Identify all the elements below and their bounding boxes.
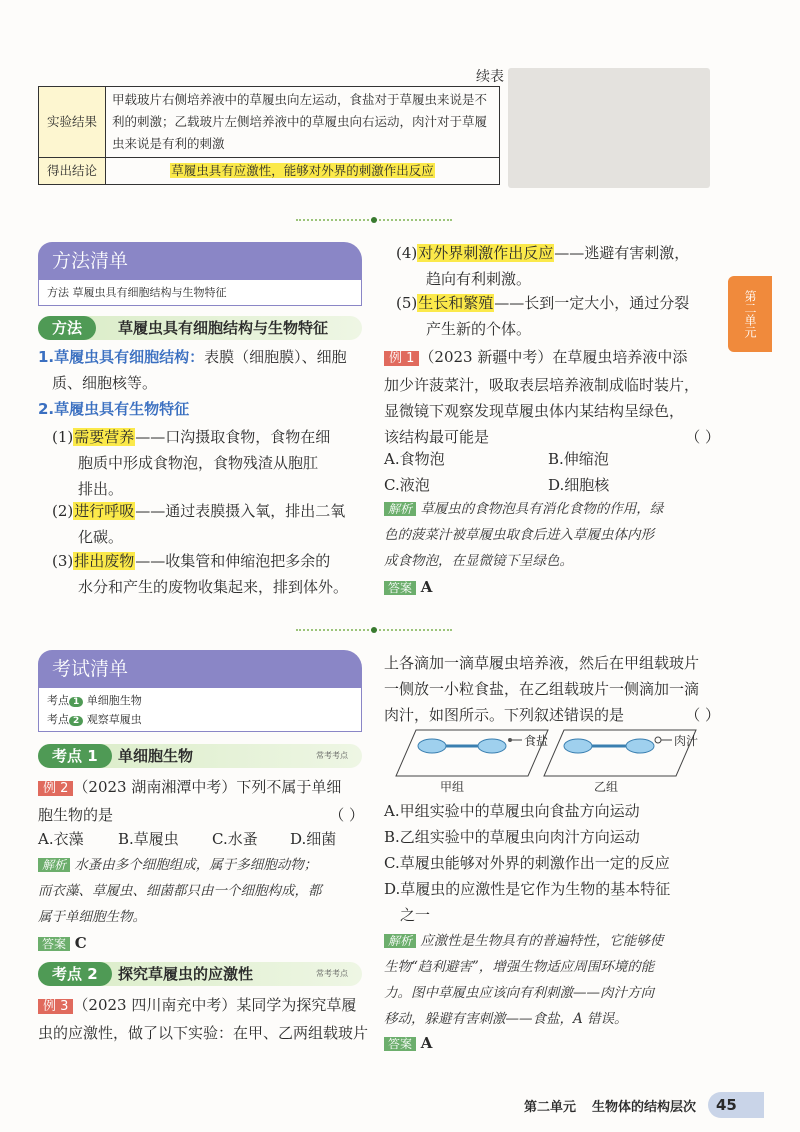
option-d-cont: 之一 [400, 906, 431, 924]
table-head-result: 实验结果 [39, 87, 106, 158]
example-3-line: 虫的应激性，做了以下实验：在甲、乙两组载玻片 [38, 1024, 369, 1042]
trait-text: 胞质中形成食物泡，食物残渣从胞肛 [78, 454, 319, 472]
exam-tag-label: 考点 2 [38, 962, 112, 986]
method-tag-label: 方法 [38, 316, 96, 340]
divider-dot [371, 217, 377, 223]
example-3-line: 上各滴加一滴草履虫培养液，然后在甲组载玻片 [384, 654, 700, 672]
option-b: B.草履虫 [118, 830, 179, 848]
group-a-label: 甲组 [440, 780, 465, 794]
point-1-head: 1.草履虫具有细胞结构： [38, 348, 205, 366]
option-c: C.水蚤 [212, 830, 258, 848]
option-b: B.乙组实验中的草履虫向肉汁方向运动 [384, 828, 640, 846]
exam-banner: 考试清单 [38, 650, 362, 688]
salt-grain [508, 738, 512, 742]
exam-tag-small: 常考考点 [316, 751, 348, 760]
example-3-tag: 例 3 [38, 999, 73, 1014]
exam-tag-label: 考点 1 [38, 744, 112, 768]
trait-item-5 [396, 290, 726, 342]
example-3-right [384, 650, 724, 728]
answer-value: C [74, 934, 87, 952]
explain-line: 草履虫的食物泡具有消化食物的作用，绿 [420, 501, 664, 517]
method-tag-title: 草履虫具有细胞结构与生物特征 [118, 319, 329, 337]
example-2-line: 胞生物的是 [38, 806, 114, 824]
example-3-line: 肉汁，如图所示。下列叙述错误的是 [384, 706, 625, 724]
answer-paren: （ ） [685, 706, 720, 724]
explain-tag: 解析 [38, 858, 70, 872]
explain-line: 水蚤由多个细胞组成，属于多细胞动物； [74, 857, 318, 873]
explain-line: 色的菠菜汁被草履虫取食后进入草履虫体内形 [384, 527, 654, 543]
explain-line: 生物“趋利避害”，增强生物适应周围环境的能 [384, 959, 655, 975]
table-row [39, 158, 500, 185]
answer-value: A [420, 1034, 433, 1052]
trait-text: 产生新的个体。 [426, 320, 532, 338]
exam-tag-bar-2 [38, 962, 362, 986]
continued-label: 续表 [476, 69, 504, 85]
explain-line: 应激性是生物具有的普遍特性，它能够使 [420, 933, 664, 949]
point-1-text-b: 质、细胞核等。 [52, 374, 158, 392]
trait-text: ——逃避有害刺激， [554, 244, 690, 262]
exam-tag-title: 探究草履虫的应激性 [118, 965, 254, 983]
trait-highlight: 需要营养 [74, 428, 135, 446]
option-c: C.草履虫能够对外界的刺激作出一定的反应 [384, 854, 670, 872]
grey-block [508, 68, 710, 188]
exam-tag-title: 单细胞生物 [118, 747, 194, 765]
point-prefix: 考点 [47, 713, 69, 726]
example-2-answer [38, 930, 87, 957]
trait-item-2 [52, 498, 372, 550]
trait-text: ——通过表膜摄入氧，排出二氧 [135, 502, 346, 520]
unit-side-tab: 第二单元 [728, 276, 772, 352]
example-3-line: 一侧放一小粒食盐，在乙组载玻片一侧滴加一滴 [384, 680, 700, 698]
option-a: A.食物泡 [384, 450, 445, 468]
divider-dot [371, 627, 377, 633]
example-2-explanation [38, 852, 370, 930]
conclusion-highlight: 草履虫具有应激性，能够对外界的刺激作出反应 [171, 163, 434, 178]
point-prefix: 考点 [47, 694, 69, 707]
drop-a1 [418, 739, 446, 753]
example-3-answer [384, 1030, 432, 1057]
trait-text: ——长到一定大小，通过分裂 [494, 294, 690, 312]
group-b-label: 乙组 [594, 780, 619, 794]
answer-paren: （ ） [329, 806, 364, 824]
option-d: D.细胞核 [548, 476, 610, 494]
trait-highlight: 对外界刺激作出反应 [418, 244, 554, 262]
table-cell-conclusion [106, 158, 500, 185]
trait-item-3 [52, 548, 372, 600]
trait-highlight: 生长和繁殖 [418, 294, 494, 312]
example-1-line: 显微镜下观察发现草履虫体内某结构呈绿色， [384, 402, 685, 420]
explain-tag: 解析 [384, 502, 416, 516]
answer-value: A [420, 578, 433, 596]
salt-label: 食盐 [524, 734, 549, 748]
experiment-table [38, 86, 500, 185]
option-a: A.衣藻 [38, 830, 84, 848]
answer-tag: 答案 [384, 1037, 416, 1051]
exam-tag-small: 常考考点 [316, 969, 348, 978]
trait-num: (3) [52, 552, 74, 570]
trait-text: ——口沟摄取食物，食物在细 [135, 428, 331, 446]
drop-a2 [478, 739, 506, 753]
trait-num: (1) [52, 428, 74, 446]
explain-line: 力。图中草履虫应该向有利刺激——肉汁方向 [384, 985, 654, 1001]
juice-drop [655, 737, 661, 743]
drop-b1 [564, 739, 592, 753]
exam-points [38, 688, 362, 732]
trait-text: 化碳。 [78, 528, 124, 546]
exam-point-1: 单细胞生物 [86, 694, 142, 707]
trait-num: (2) [52, 502, 74, 520]
trait-text: 水分和产生的废物收集起来，排到体外。 [78, 578, 349, 596]
point-2-head: 2.草履虫具有生物特征 [38, 400, 190, 418]
explain-tag: 解析 [384, 934, 416, 948]
point-1 [38, 344, 368, 396]
page-number: 45 [708, 1092, 764, 1118]
option-a: A.甲组实验中的草履虫向食盐方向运动 [384, 802, 640, 820]
trait-text: 趋向有利刺激。 [426, 270, 532, 288]
example-2-tag: 例 2 [38, 781, 73, 796]
option-b: B.伸缩泡 [548, 450, 609, 468]
table-cell-result: 甲载玻片右侧培养液中的草履虫向左运动，食盐对于草履虫来说是不利的刺激；乙载玻片左侧培养液中的草履虫向右运动，肉汁对于草履虫来说是有利的刺激 [106, 87, 500, 158]
table-head-conclusion: 得出结论 [39, 158, 106, 185]
trait-num: (4) [396, 244, 418, 262]
trait-highlight: 进行呼吸 [74, 502, 135, 520]
point-num: 2 [69, 716, 83, 726]
example-1 [384, 344, 724, 450]
footer-title: 生物体的结构层次 [592, 1100, 697, 1115]
explain-line: 属于单细胞生物。 [38, 909, 146, 925]
answer-paren: （ ） [685, 428, 720, 446]
trait-num: (5) [396, 294, 418, 312]
juice-label: 肉汁 [674, 734, 699, 748]
point-1-text-a: 表膜（细胞膜）、细胞 [204, 348, 347, 366]
example-3-options [384, 798, 724, 928]
explain-line: 而衣藻、草履虫、细菌都只由一个细胞构成，都 [38, 883, 322, 899]
footer-unit: 第二单元 [524, 1100, 577, 1115]
example-1-tag: 例 1 [384, 351, 419, 366]
example-1-answer [384, 574, 432, 601]
example-1-line: （2023 新疆中考）在草履虫培养液中添 [419, 348, 688, 366]
example-1-explanation [384, 496, 724, 574]
example-2 [38, 774, 368, 828]
exam-point-2: 观察草履虫 [86, 713, 142, 726]
point-num: 1 [69, 697, 83, 707]
table-row [39, 87, 500, 158]
trait-item-1 [52, 424, 372, 502]
trait-text: ——收集管和伸缩泡把多余的 [135, 552, 331, 570]
answer-tag: 答案 [38, 937, 70, 951]
method-banner: 方法清单 [38, 242, 362, 280]
trait-highlight: 排出废物 [74, 552, 135, 570]
trait-item-4 [396, 240, 726, 292]
example-1-line: 加少许菠菜汁，吸取表层培养液制成临时装片， [384, 376, 700, 394]
method-tag-bar [38, 316, 362, 340]
option-d: D.细菌 [290, 830, 337, 848]
answer-tag: 答案 [384, 581, 416, 595]
method-sub: 方法 草履虫具有细胞结构与生物特征 [38, 280, 362, 306]
trait-text: 排出。 [78, 480, 124, 498]
example-2-line: （2023 湖南湘潭中考）下列不属于单细 [73, 778, 342, 796]
option-d: D.草履虫的应激性是它作为生物的基本特征 [384, 880, 671, 898]
explain-line: 成食物泡，在显微镜下呈绿色。 [384, 553, 573, 569]
explain-line: 移动，躲避有害刺激——食盐，A 错误。 [384, 1011, 628, 1027]
example-3-left [38, 992, 368, 1046]
option-c: C.液泡 [384, 476, 430, 494]
drop-b2 [626, 739, 654, 753]
example-3-explanation [384, 928, 724, 1032]
experiment-figure [388, 724, 718, 794]
example-3-line: （2023 四川南充中考）某同学为探究草履 [73, 996, 357, 1014]
example-1-line: 该结构最可能是 [384, 428, 490, 446]
exam-tag-bar-1 [38, 744, 362, 768]
